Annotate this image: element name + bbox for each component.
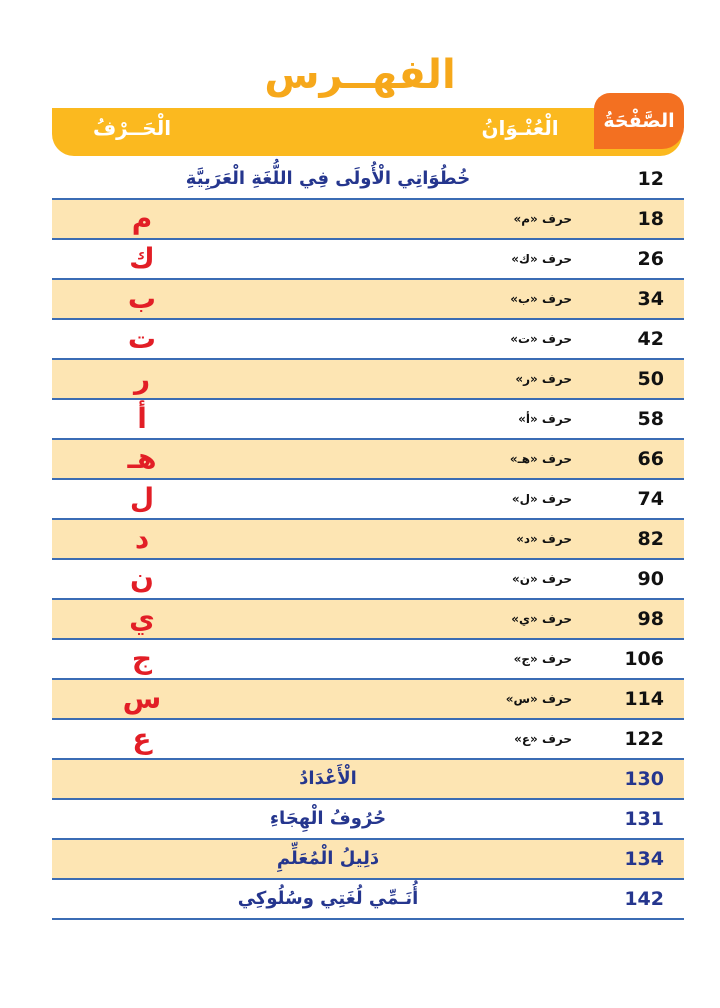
letter-glyph: م xyxy=(131,202,153,235)
entry-title: حرف «ن» xyxy=(512,572,572,586)
page-number: 142 xyxy=(624,888,664,910)
page-number: 82 xyxy=(637,528,664,550)
header-title-column: الْعُنْـوَانُ xyxy=(481,116,559,140)
page-number: 90 xyxy=(637,568,664,590)
table-row[interactable] xyxy=(52,280,684,320)
page-number: 12 xyxy=(637,168,664,190)
letter-glyph: ر xyxy=(133,362,151,395)
table-row[interactable] xyxy=(52,840,684,880)
header-letter-column: الْحَــرْفُ xyxy=(92,116,172,140)
letter-glyph: ك xyxy=(129,242,155,275)
letter-glyph: ج xyxy=(131,642,153,675)
letter-glyph: س xyxy=(122,682,162,715)
table-row[interactable] xyxy=(52,880,684,920)
page-number: 122 xyxy=(624,728,664,750)
table-row[interactable] xyxy=(52,200,684,240)
letter-glyph: ب xyxy=(127,282,157,315)
table-row[interactable] xyxy=(52,600,684,640)
entry-title: حرف «م» xyxy=(513,212,572,226)
entry-title: حرف «د» xyxy=(516,532,572,546)
page-number: 66 xyxy=(637,448,664,470)
letter-glyph: ل xyxy=(129,482,155,515)
page-number: 130 xyxy=(624,768,664,790)
page-number: 98 xyxy=(637,608,664,630)
entry-title: حرف «ي» xyxy=(511,612,572,626)
entry-title: حرف «ت» xyxy=(510,332,572,346)
table-row[interactable] xyxy=(52,680,684,720)
table-row[interactable] xyxy=(52,800,684,840)
page-number: 58 xyxy=(637,408,664,430)
entry-title: حرف «ك» xyxy=(511,252,572,266)
table-row[interactable] xyxy=(52,400,684,440)
entry-title: حرف «هـ» xyxy=(509,452,572,466)
page-number: 50 xyxy=(637,368,664,390)
letter-glyph: د xyxy=(134,522,150,555)
table-row[interactable] xyxy=(52,240,684,280)
table-row[interactable] xyxy=(52,640,684,680)
contents-table xyxy=(52,160,684,920)
table-row[interactable] xyxy=(52,320,684,360)
entry-title: حرف «ر» xyxy=(515,372,572,386)
entry-title: أُنَـمِّي لُغَتِي وسُلُوكِي xyxy=(237,888,419,909)
entry-title: الْأَعْدَادُ xyxy=(299,768,357,789)
entry-title: حرف «ج» xyxy=(513,652,572,666)
entry-title: حرف «س» xyxy=(505,692,572,706)
page-number: 18 xyxy=(637,208,664,230)
page-number: 114 xyxy=(624,688,664,710)
page-number: 34 xyxy=(637,288,664,310)
entry-title: خُطُوَاتِي الْأُولَى فِي اللُّغَةِ الْعَرَبِيَّةِ xyxy=(185,168,471,189)
table-row[interactable] xyxy=(52,560,684,600)
entry-title: حرف «ب» xyxy=(510,292,572,306)
page-title: الفهــرس xyxy=(264,52,456,98)
letter-glyph: هـ xyxy=(127,442,157,475)
letter-glyph: أ xyxy=(137,402,147,435)
entry-title: حُرُوفُ الْهِجَاءِ xyxy=(269,808,387,829)
letter-glyph: ي xyxy=(129,602,155,635)
letter-glyph: ن xyxy=(130,562,154,595)
entry-title: حرف «أ» xyxy=(518,412,572,426)
page-number: 131 xyxy=(624,808,664,830)
table-row[interactable] xyxy=(52,520,684,560)
entry-title: دَلِيلُ الْمُعَلِّمِ xyxy=(276,848,380,869)
page-number: 74 xyxy=(637,488,664,510)
page-number: 106 xyxy=(624,648,664,670)
table-row[interactable] xyxy=(52,760,684,800)
entry-title: حرف «ل» xyxy=(511,492,572,506)
table-row[interactable] xyxy=(52,160,684,200)
table-row[interactable] xyxy=(52,480,684,520)
page-number: 26 xyxy=(637,248,664,270)
table-row[interactable] xyxy=(52,440,684,480)
letter-glyph: ت xyxy=(127,322,157,355)
page-number: 42 xyxy=(637,328,664,350)
page-number: 134 xyxy=(624,848,664,870)
table-row[interactable] xyxy=(52,360,684,400)
letter-glyph: ع xyxy=(132,722,152,755)
table-row[interactable] xyxy=(52,720,684,760)
header-page-column: الصَّفْحَةُ xyxy=(594,93,684,149)
entry-title: حرف «ع» xyxy=(514,732,572,746)
